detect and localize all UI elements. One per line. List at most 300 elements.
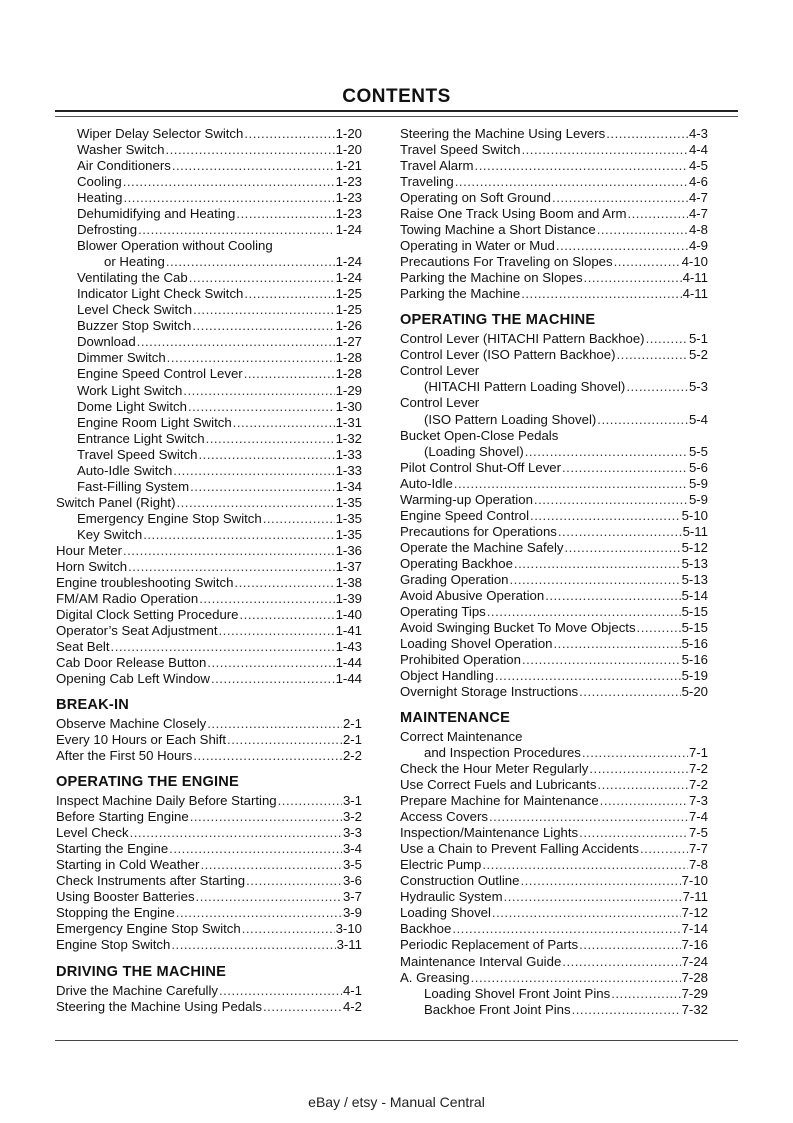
toc-page-number: 4-6	[688, 174, 708, 190]
toc-entry	[400, 174, 708, 190]
toc-entry	[400, 1002, 708, 1018]
dot-leader	[627, 206, 687, 222]
toc-entry	[400, 841, 708, 857]
toc-page-number: 5-20	[681, 684, 708, 700]
dot-leader	[278, 793, 342, 809]
toc-entry	[56, 921, 362, 937]
dot-leader	[246, 873, 342, 889]
toc-page-number: 5-9	[688, 475, 708, 491]
dot-leader	[482, 857, 688, 873]
dot-leader	[611, 986, 680, 1002]
toc-page-number: 7-2	[688, 777, 708, 793]
toc-entry-title: Opening Cab Left Window	[56, 671, 210, 687]
toc-entry-title: Engine Speed Control Lever	[77, 366, 243, 382]
dot-leader	[244, 126, 334, 142]
dot-leader	[454, 476, 688, 492]
toc-page-number: 7-29	[681, 985, 708, 1001]
toc-entry-title: and Inspection Procedures	[424, 745, 581, 761]
dot-leader	[640, 841, 688, 857]
toc-entry-title: Pilot Control Shut-Off Lever	[400, 459, 562, 475]
toc-entry-title: Backhoe Front Joint Pins	[424, 1001, 571, 1017]
toc-page-number: 5-3	[688, 379, 708, 395]
toc-page-number: 5-4	[688, 411, 708, 427]
toc-page-number: 1-44	[335, 671, 362, 687]
toc-page-number: 1-23	[335, 190, 362, 206]
toc-entry-title: Auto-Idle	[400, 475, 453, 491]
toc-entry-title: Washer Switch	[77, 142, 165, 158]
dot-leader	[552, 190, 688, 206]
toc-page-number: 5-15	[681, 619, 708, 635]
toc-page-number: 3-10	[335, 921, 362, 937]
toc-entry	[400, 761, 708, 777]
dot-leader	[244, 366, 335, 382]
dot-leader	[534, 492, 688, 508]
toc-page-number: 4-7	[688, 206, 708, 222]
footer-watermark: eBay / etsy - Manual Central	[308, 1094, 485, 1110]
header-rule-thin	[55, 116, 738, 117]
toc-entry	[56, 318, 362, 334]
toc-page-number: 5-16	[681, 635, 708, 651]
toc-entry-title: Precautions for Operations	[400, 523, 557, 539]
dot-leader	[554, 636, 681, 652]
toc-entry	[56, 302, 362, 318]
toc-entry	[400, 540, 708, 556]
toc-entry-title: Backhoe	[400, 921, 452, 937]
toc-entry	[56, 270, 362, 286]
toc-entry-title: After the First 50 Hours	[56, 748, 193, 764]
dot-leader	[198, 447, 334, 463]
toc-entry	[400, 684, 708, 700]
toc-page-number: 5-14	[681, 587, 708, 603]
dot-leader	[530, 508, 681, 524]
toc-entry-title: Dimmer Switch	[77, 350, 166, 366]
dot-leader	[123, 190, 334, 206]
toc-page-number: 1-34	[335, 478, 362, 494]
toc-entry-title: Entrance Light Switch	[77, 430, 205, 446]
toc-page-number: 1-29	[335, 382, 362, 398]
toc-entry	[56, 126, 362, 142]
toc-heading-line: Correct Maintenance	[400, 729, 523, 745]
toc-entry-title: or Heating	[104, 254, 165, 270]
toc-page-number: 7-11	[682, 889, 708, 905]
toc-page-number: 5-19	[681, 668, 708, 683]
toc-entry-title: Fast-Filling System	[77, 478, 190, 494]
toc-page-number: 1-24	[335, 222, 362, 238]
toc-entry	[56, 350, 362, 366]
toc-entry	[400, 873, 708, 889]
toc-page-number: 1-25	[335, 302, 362, 318]
toc-entry	[56, 334, 362, 350]
dot-leader	[597, 412, 688, 428]
toc-entry-title: Starting the Engine	[56, 841, 169, 857]
dot-leader	[193, 302, 335, 318]
toc-entry-title: Stopping the Engine	[56, 905, 175, 921]
dot-leader	[211, 671, 335, 687]
toc-entry	[56, 748, 362, 764]
toc-page-number: 2-2	[342, 748, 362, 764]
toc-entry-title: Construction Outline	[400, 873, 520, 889]
dot-leader	[510, 572, 681, 588]
toc-entry	[56, 793, 362, 809]
toc-entry	[400, 620, 708, 636]
toc-heading-line: Bucket Open-Close Pedals	[400, 427, 559, 443]
toc-entry	[400, 158, 708, 174]
dot-leader	[487, 604, 681, 620]
toc-entry-title: Every 10 Hours or Each Shift	[56, 732, 227, 748]
dot-leader	[234, 575, 334, 591]
dot-leader	[471, 970, 681, 986]
dot-leader	[545, 588, 680, 604]
toc-page-number: 1-24	[335, 254, 362, 270]
dot-leader	[597, 777, 688, 793]
toc-entry-title: Ventilating the Cab	[77, 270, 188, 286]
toc-entry-title: Traveling	[400, 174, 454, 190]
dot-leader	[183, 383, 334, 399]
toc-entry-title: Operating on Soft Ground	[400, 190, 552, 206]
toc-page-number: 7-10	[681, 873, 708, 889]
toc-page-number: 1-39	[335, 590, 362, 606]
toc-entry-title: Control Lever (ISO Pattern Backhoe)	[400, 347, 616, 363]
toc-entry	[400, 460, 708, 476]
dot-leader	[521, 286, 681, 302]
dot-leader	[200, 857, 342, 873]
toc-entry	[56, 142, 362, 158]
dot-leader	[196, 889, 342, 905]
toc-entry	[400, 142, 708, 158]
toc-entry	[400, 492, 708, 508]
toc-page-number: 4-5	[688, 158, 708, 174]
toc-page-number: 5-10	[681, 507, 708, 523]
toc-entry-title: Wiper Delay Selector Switch	[77, 126, 244, 141]
toc-page-number: 7-14	[681, 921, 708, 937]
toc-right-column	[400, 126, 708, 1018]
toc-page-number: 1-35	[335, 526, 362, 542]
dot-leader	[193, 748, 342, 764]
toc-entry-title: Engine troubleshooting Switch	[56, 574, 234, 590]
toc-entry	[400, 206, 708, 222]
dot-leader	[192, 318, 334, 334]
dot-leader	[240, 607, 335, 623]
toc-entry	[400, 572, 708, 588]
toc-page-number: 7-4	[688, 809, 708, 825]
toc-page-number: 1-38	[335, 574, 362, 590]
toc-entry	[56, 527, 362, 543]
dot-leader	[582, 745, 688, 761]
toc-entry-title: Key Switch	[77, 526, 143, 542]
toc-entry-title: Engine Speed Control	[400, 507, 530, 523]
toc-entry-title: Starting in Cold Weather	[56, 857, 200, 873]
toc-page-number: 1-31	[335, 414, 362, 430]
toc-page-number: 3-3	[342, 825, 362, 841]
toc-entry-title: A. Greasing	[400, 969, 470, 985]
toc-entry-title: Parking the Machine on Slopes	[400, 270, 583, 286]
toc-entry	[400, 905, 708, 921]
toc-entry	[56, 463, 362, 479]
toc-entry	[56, 591, 362, 607]
toc-page-number: 7-5	[688, 825, 708, 841]
toc-entry-title: Precautions For Traveling on Slopes	[400, 254, 613, 270]
toc-entry-title: Loading Shovel Operation	[400, 635, 553, 651]
dot-leader	[475, 158, 688, 174]
dot-leader	[188, 399, 335, 415]
toc-entry-title: Use Correct Fuels and Lubricants	[400, 777, 597, 793]
dot-leader	[562, 460, 688, 476]
toc-entry-title: (HITACHI Pattern Loading Shovel)	[424, 379, 626, 395]
toc-entry	[400, 412, 708, 428]
toc-entry	[400, 126, 708, 142]
section-heading: OPERATING THE ENGINE	[56, 774, 239, 791]
toc-page-number: 7-3	[688, 793, 708, 809]
toc-entry	[400, 937, 708, 953]
toc-entry-title: Engine Stop Switch	[56, 937, 171, 953]
toc-page-number: 1-26	[335, 318, 362, 334]
dot-leader	[514, 556, 681, 572]
toc-entry-title: Hydraulic System	[400, 889, 503, 905]
toc-entry	[400, 270, 708, 286]
toc-page-number: 1-40	[335, 606, 362, 622]
section-heading: BREAK-IN	[56, 697, 129, 714]
toc-entry-title: (ISO Pattern Loading Shovel)	[424, 411, 597, 427]
dot-leader	[207, 716, 342, 732]
toc-entry	[400, 190, 708, 206]
dot-leader	[562, 954, 680, 970]
toc-entry-title: Travel Alarm	[400, 158, 474, 174]
toc-page-number: 4-8	[688, 222, 708, 238]
toc-entry-title: Indicator Light Check Switch	[77, 286, 244, 302]
toc-entry	[56, 671, 362, 687]
dot-leader	[123, 543, 335, 559]
dot-leader	[455, 174, 688, 190]
toc-entry-title: Operating Backhoe	[400, 555, 513, 571]
dot-leader	[143, 527, 334, 543]
dot-leader	[626, 379, 688, 395]
toc-entry	[56, 809, 362, 825]
toc-entry-title: Loading Shovel Front Joint Pins	[424, 985, 611, 1001]
dot-leader	[242, 921, 335, 937]
toc-page-number: 3-2	[342, 809, 362, 825]
dot-leader	[219, 983, 342, 999]
dot-leader	[492, 905, 681, 921]
toc-entry-title: Hour Meter	[56, 542, 122, 558]
toc-entry	[56, 431, 362, 447]
toc-page-number: 7-28	[681, 969, 708, 985]
toc-entry-title: Periodic Replacement of Parts	[400, 937, 579, 953]
toc-page-number: 1-21	[335, 158, 362, 174]
toc-entry	[56, 495, 362, 511]
toc-entry	[400, 809, 708, 825]
toc-entry-title: Seat Belt	[56, 639, 110, 654]
toc-entry	[56, 905, 362, 921]
toc-entry	[400, 476, 708, 492]
toc-entry-title: Download	[77, 334, 136, 350]
toc-entry	[56, 206, 362, 222]
toc-page-number: 5-12	[681, 539, 708, 555]
toc-page-number: 7-16	[681, 937, 708, 953]
toc-entry-title: Horn Switch	[56, 558, 128, 574]
dot-leader	[123, 174, 335, 190]
toc-entry-title: Level Check	[56, 825, 129, 841]
toc-entry	[400, 588, 708, 604]
toc-entry-title: Engine Room Light Switch	[77, 414, 232, 430]
dot-leader	[207, 655, 334, 671]
dot-leader	[452, 921, 680, 937]
toc-entry-title: Auto-Idle Switch	[77, 462, 173, 478]
toc-page-number: 4-10	[681, 254, 708, 270]
toc-entry-title: Switch Panel (Right)	[56, 494, 176, 510]
dot-leader	[579, 825, 688, 841]
toc-entry-title: Observe Machine Closely	[56, 716, 207, 732]
toc-entry-title: Drive the Machine Carefully	[56, 982, 218, 998]
dot-leader	[167, 350, 335, 366]
section-heading: OPERATING THE MACHINE	[400, 312, 596, 329]
toc-page-number: 1-28	[335, 350, 362, 366]
toc-page-number: 1-23	[335, 206, 362, 222]
contents-title: CONTENTS	[342, 86, 451, 107]
toc-entry	[56, 732, 362, 748]
dot-leader	[646, 331, 688, 347]
dot-leader	[219, 623, 335, 639]
toc-entry	[400, 286, 708, 302]
toc-entry-title: Cooling	[77, 174, 122, 190]
toc-page-number: 1-36	[335, 542, 362, 558]
dot-leader	[263, 999, 342, 1015]
toc-page-number: 1-28	[335, 366, 362, 382]
toc-entry	[400, 793, 708, 809]
toc-page-number: 4-4	[688, 142, 708, 158]
dot-leader	[600, 793, 688, 809]
toc-page-number: 5-5	[688, 443, 708, 459]
toc-entry	[56, 841, 362, 857]
toc-entry	[56, 575, 362, 591]
toc-entry	[56, 366, 362, 382]
dot-leader	[169, 841, 342, 857]
toc-entry-title: Emergency Engine Stop Switch	[56, 921, 241, 937]
dot-leader	[128, 559, 335, 575]
toc-page-number: 2-1	[342, 716, 362, 732]
toc-entry	[400, 556, 708, 572]
toc-entry-title: Travel Speed Switch	[77, 446, 198, 462]
toc-entry-title: Cab Door Release Button	[56, 655, 207, 671]
toc-entry-title: Use a Chain to Prevent Falling Accidents	[400, 841, 639, 857]
toc-entry	[400, 954, 708, 970]
toc-entry	[400, 889, 708, 905]
toc-entry	[400, 668, 708, 684]
toc-entry	[400, 921, 708, 937]
toc-page-number: 5-9	[688, 491, 708, 507]
dot-leader	[504, 889, 682, 905]
section-heading: MAINTENANCE	[400, 710, 511, 727]
toc-entry	[56, 543, 362, 559]
toc-page-number: 1-24	[335, 270, 362, 286]
toc-page-number: 7-7	[688, 841, 708, 857]
toc-entry	[56, 889, 362, 905]
toc-entry	[56, 447, 362, 463]
toc-entry-title: Inspect Machine Daily Before Starting	[56, 793, 277, 809]
toc-page-number: 2-1	[342, 732, 362, 748]
toc-entry	[400, 636, 708, 652]
toc-entry-title: Using Booster Batteries	[56, 889, 195, 905]
dot-leader	[489, 809, 688, 825]
dot-leader	[525, 444, 688, 460]
toc-page-number: 1-43	[335, 639, 362, 654]
toc-entry	[56, 174, 362, 190]
toc-page-number: 4-1	[342, 982, 362, 998]
dot-leader	[130, 825, 342, 841]
toc-entry-title: Air Conditioners	[77, 158, 171, 174]
section-heading: DRIVING THE MACHINE	[56, 963, 227, 980]
dot-leader	[564, 540, 680, 556]
dot-leader	[236, 206, 334, 222]
toc-page-number: 1-33	[335, 446, 362, 462]
toc-page-number: 5-15	[681, 603, 708, 619]
toc-entry-title: FM/AM Radio Operation	[56, 590, 199, 606]
toc-entry	[400, 986, 708, 1002]
toc-heading-line: Blower Operation without Cooling	[77, 238, 273, 254]
toc-page-number: 1-23	[335, 174, 362, 190]
toc-entry-title: Inspection/Maintenance Lights	[400, 825, 579, 841]
toc-page-number: 7-8	[688, 857, 708, 873]
dot-leader	[589, 761, 688, 777]
toc-entry	[56, 999, 362, 1015]
toc-page-number: 1-27	[335, 334, 362, 350]
dot-leader	[572, 1002, 681, 1018]
toc-entry-title: Overnight Storage Instructions	[400, 684, 579, 700]
toc-entry	[56, 479, 362, 495]
toc-page-number: 4-11	[682, 270, 708, 286]
toc-entry	[56, 983, 362, 999]
toc-entry	[56, 190, 362, 206]
toc-entry-title: Emergency Engine Stop Switch	[77, 510, 262, 526]
dot-leader	[520, 873, 680, 889]
toc-entry	[400, 222, 708, 238]
toc-page-number: 1-20	[335, 142, 362, 158]
toc-heading-line: Control Lever	[400, 363, 480, 379]
toc-entry	[56, 825, 362, 841]
toc-page-number: 1-44	[335, 655, 362, 671]
toc-entry-title: Buzzer Stop Switch	[77, 318, 192, 334]
toc-entry-title: Warming-up Operation	[400, 491, 533, 507]
dot-leader	[597, 222, 688, 238]
toc-entry-title: Avoid Swinging Bucket To Move Objects	[400, 619, 636, 635]
toc-page-number: 1-35	[335, 494, 362, 510]
toc-entry-title: Check the Hour Meter Regularly	[400, 761, 589, 777]
toc-entry-title: Maintenance Interval Guide	[400, 953, 562, 969]
toc-entry-title: Dome Light Switch	[77, 398, 187, 414]
toc-entry-title: Operator’s Seat Adjustment	[56, 622, 218, 638]
toc-entry	[400, 331, 708, 347]
toc-entry	[56, 873, 362, 889]
toc-entry	[400, 857, 708, 873]
toc-entry	[56, 415, 362, 431]
toc-entry-title: Defrosting	[77, 222, 138, 238]
toc-entry-title: Electric Pump	[400, 857, 482, 873]
toc-entry	[56, 623, 362, 639]
toc-entry-title: Grading Operation	[400, 571, 509, 587]
dot-leader	[617, 347, 688, 363]
toc-entry-title: Steering the Machine Using Pedals	[56, 998, 262, 1014]
dot-leader	[522, 652, 681, 668]
toc-page-number: 1-35	[335, 510, 362, 526]
toc-entry-title: Prohibited Operation	[400, 651, 521, 667]
toc-entry	[400, 524, 708, 540]
toc-entry	[400, 970, 708, 986]
toc-page-number: 1-41	[335, 622, 362, 638]
toc-entry-title: Parking the Machine	[400, 286, 521, 302]
dot-leader	[138, 222, 334, 238]
dot-leader	[172, 158, 335, 174]
dot-leader	[165, 142, 334, 158]
dot-leader	[189, 270, 335, 286]
